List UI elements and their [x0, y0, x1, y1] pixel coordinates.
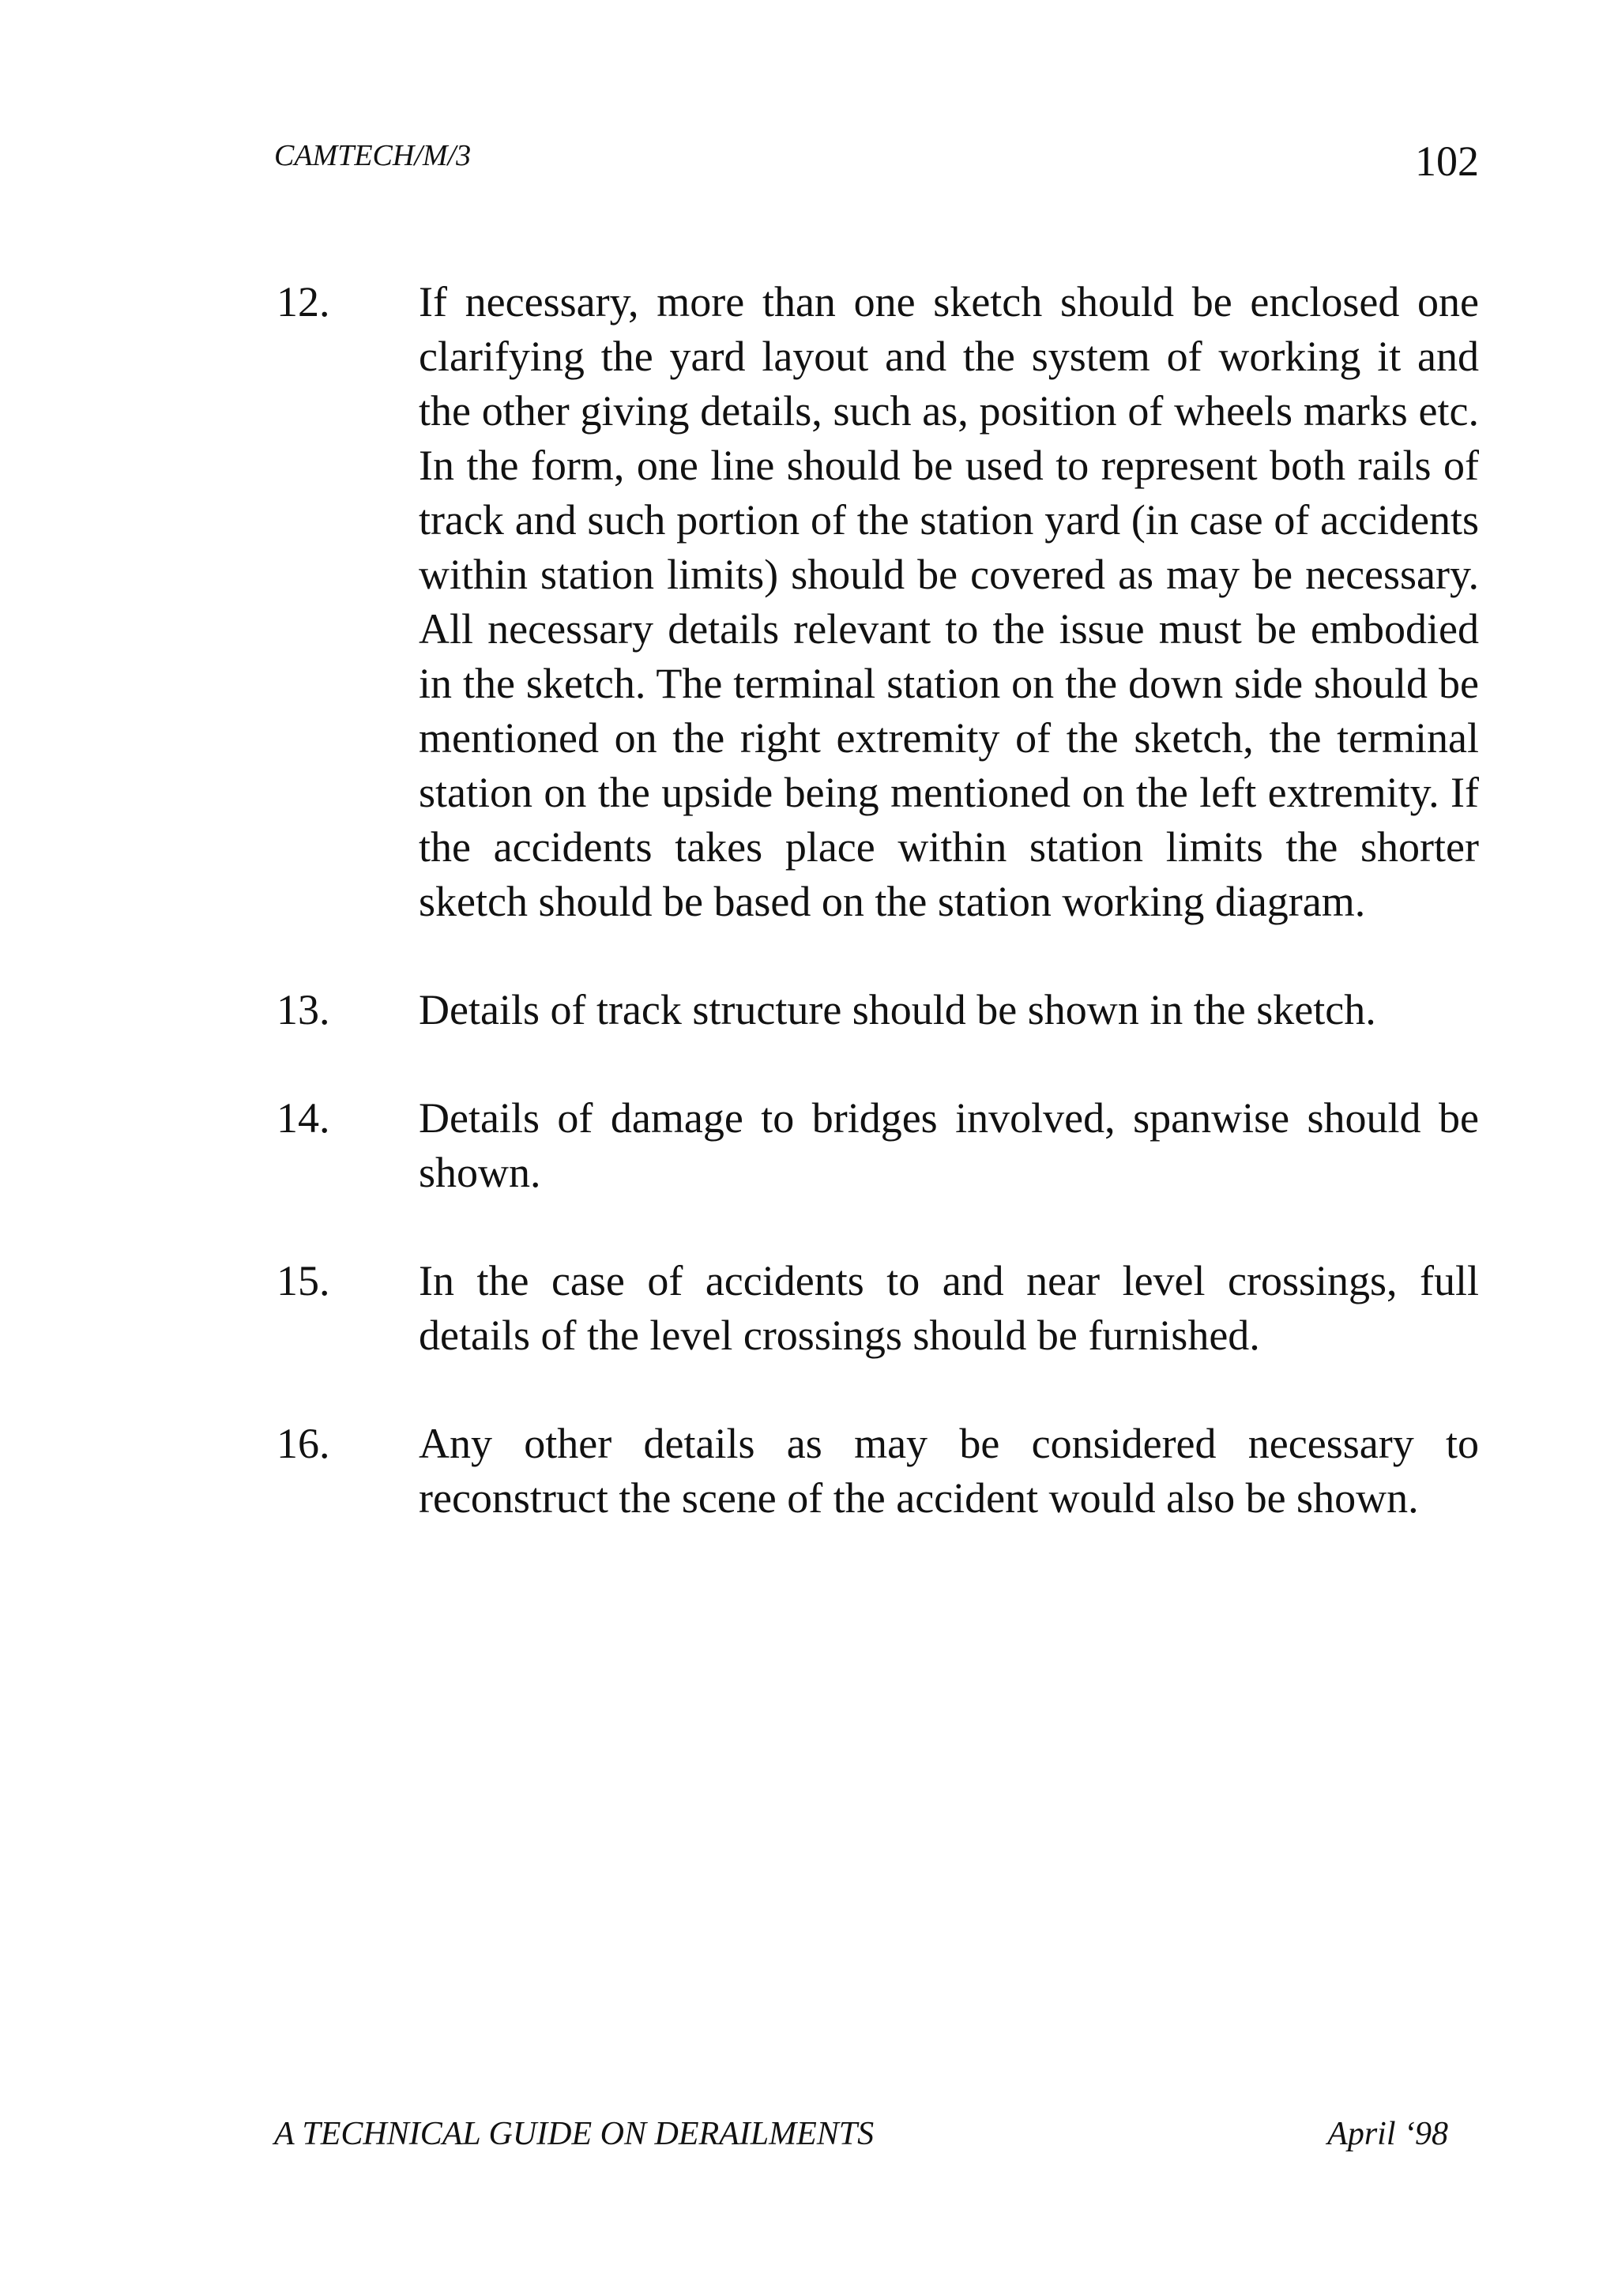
document-code: CAMTECH/M/3	[274, 139, 472, 172]
document-date: April ‘98	[1327, 2116, 1448, 2152]
item-text: If necessary, more than one sketch should be enclosed one clarifying the yard layout and the system of working it and the other giving details, such as, position of wheels marks etc. In the form, one line should be used to represent both rails of track and such portion of the station yard (in case of accidents within station limits) should be covered as may be necessary. All necessary details relevant to the issue must be embodied in the sketch. The terminal station on the down side should be mentioned on the right extremity of the sketch, the terminal station on the upside being mentioned on the left extremity. If the accidents takes place within station limits the shorter sketch should be based on the station working diagram.	[419, 278, 1479, 925]
item-text: Details of track structure should be shown in the sketch.	[419, 986, 1376, 1033]
instruction-item-13	[277, 983, 1479, 1037]
item-text: Details of damage to bridges involved, spanwise should be shown.	[419, 1094, 1479, 1196]
instruction-item-15	[277, 1254, 1479, 1363]
item-number: 12.	[277, 278, 330, 326]
item-text: Any other details as may be considered necessary to reconstruct the scene of the accident would also be shown.	[419, 1420, 1479, 1522]
page-number: 102	[1415, 137, 1479, 185]
document-title: A TECHNICAL GUIDE ON DERAILMENTS	[274, 2116, 875, 2152]
instruction-item-16	[277, 1417, 1479, 1526]
instruction-item-12	[277, 275, 1479, 929]
item-number: 14.	[277, 1094, 330, 1142]
item-number: 13.	[277, 986, 330, 1033]
item-number: 15.	[277, 1257, 330, 1304]
item-text: In the case of accidents to and near level crossings, full details of the level crossings should be furnished.	[419, 1257, 1479, 1359]
numbered-instructions	[277, 275, 1479, 1579]
item-number: 16.	[277, 1420, 330, 1467]
instruction-item-14	[277, 1091, 1479, 1200]
